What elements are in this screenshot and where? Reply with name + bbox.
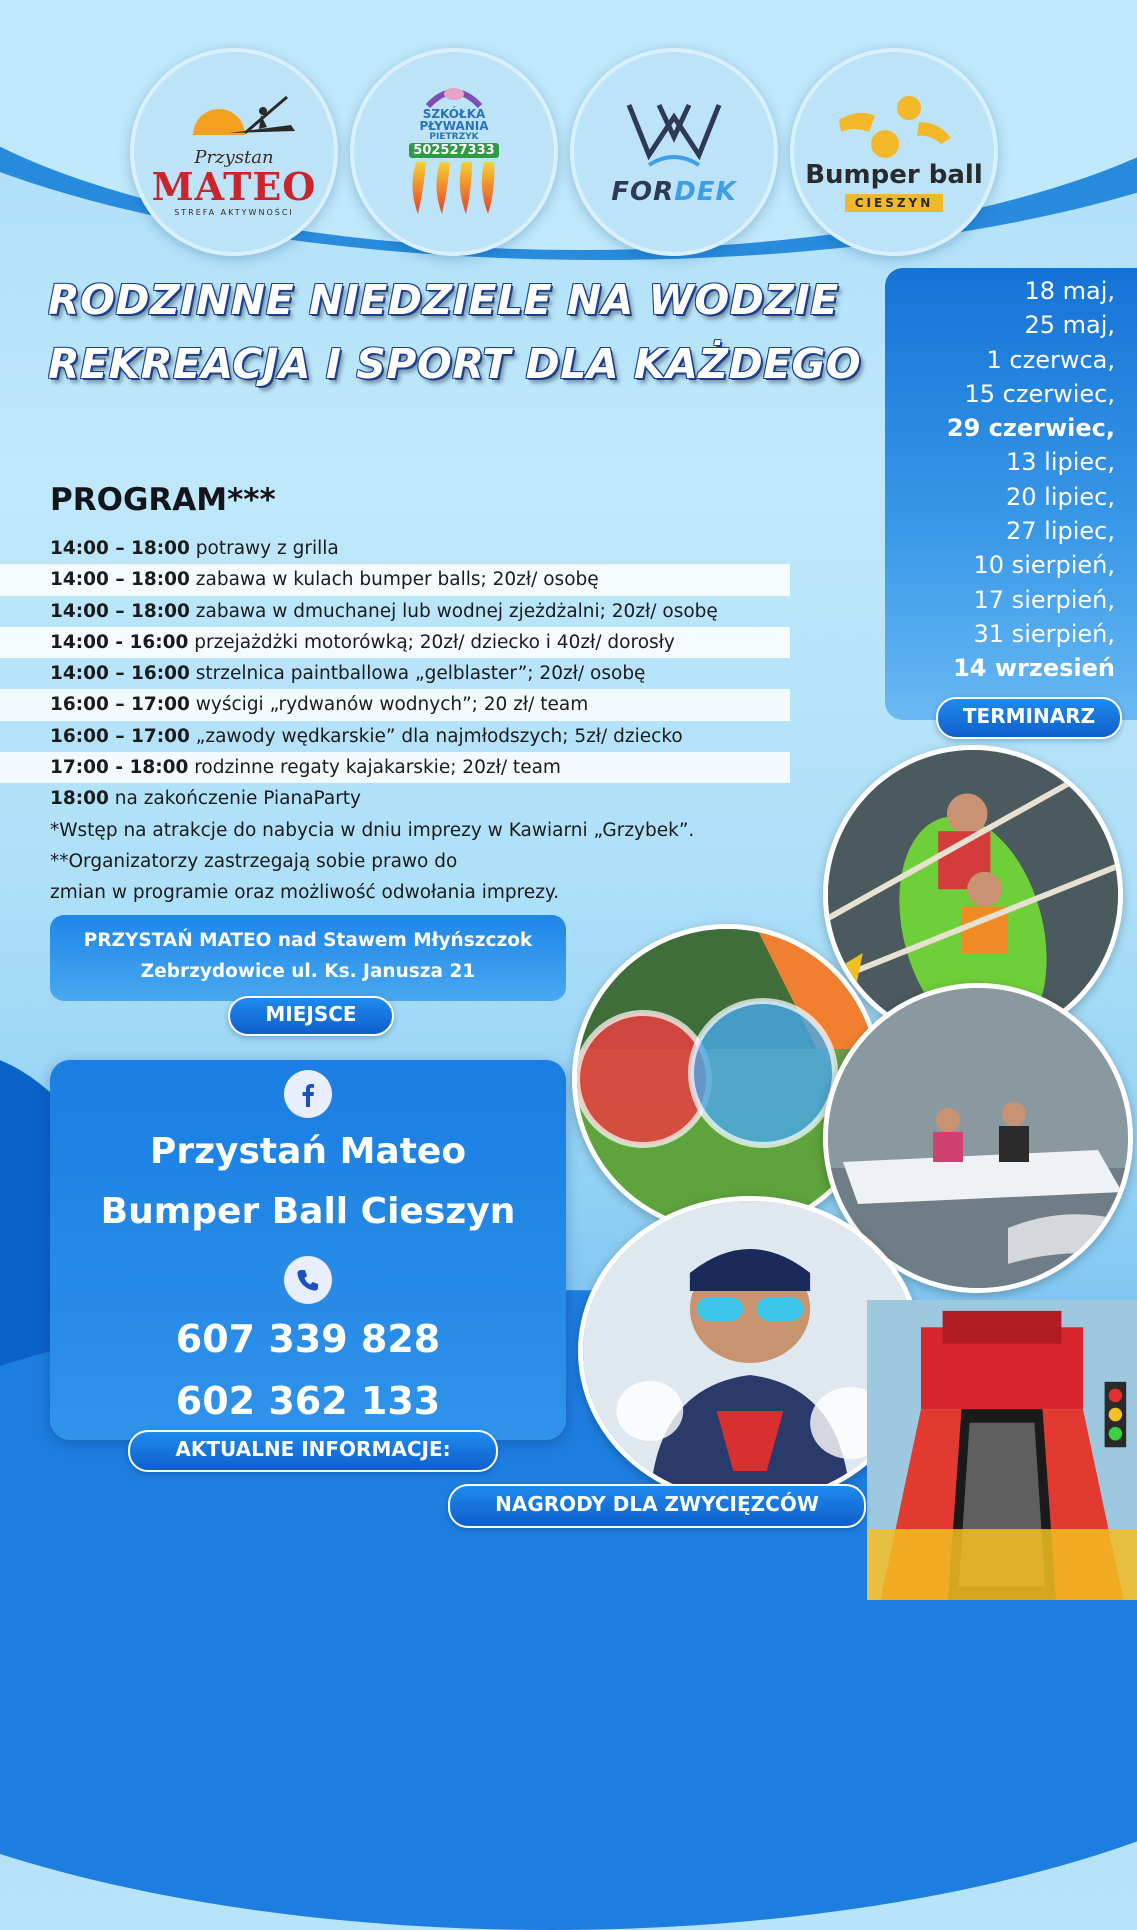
date-item: 29 czerwiec, — [946, 414, 1115, 443]
aktualne-informacje-label: AKTUALNE INFORMACJE: — [128, 1430, 498, 1472]
program-row — [50, 596, 870, 627]
fordek-text — [611, 177, 736, 207]
place-box — [50, 915, 566, 1001]
program-row — [50, 721, 870, 752]
logo-fordek — [570, 48, 778, 256]
headline-line1: RODZINNE NIEDZIELE NA WODZIE — [48, 276, 839, 324]
date-item: 1 czerwca, — [986, 345, 1115, 374]
program-note: **Organizatorzy zastrzegają sobie prawo do — [50, 850, 458, 872]
program-time: 14:00 – 16:00 — [50, 663, 190, 685]
program-time: 14:00 – 18:00 — [50, 600, 190, 622]
fordek-text-part2: DEK — [674, 177, 737, 207]
program-desc: rodzinne regaty kajakarskie; 20zł/ team — [188, 757, 561, 779]
date-item: 31 sierpień, — [973, 619, 1115, 648]
program-title: PROGRAM*** — [50, 482, 276, 518]
program-desc: „zawody wędkarskie” dla najmłodszych; 5zł/ dziecko — [189, 725, 683, 747]
szkolka-phone: 502527333 — [409, 143, 498, 158]
program-row — [50, 658, 870, 689]
facebook-icon[interactable] — [284, 1070, 332, 1118]
program-row — [0, 564, 790, 595]
szkolka-line1: SZKÓŁKA — [422, 106, 486, 121]
bumper-players-icon — [829, 92, 959, 162]
info-phone2[interactable]: 602 362 133 — [175, 1379, 441, 1423]
program-row — [0, 627, 790, 658]
place-line1: PRZYSTAŃ MATEO nad Stawem Młyńszczok — [83, 930, 533, 951]
program-list — [50, 533, 870, 909]
program-time: 18:00 — [50, 788, 109, 810]
date-item: 13 lipiec, — [1006, 448, 1115, 477]
date-item: 15 czerwiec, — [964, 379, 1115, 408]
date-item: 17 sierpień, — [973, 585, 1115, 614]
program-desc: wyścigi „rydwanów wodnych”; 20 zł/ team — [189, 694, 589, 716]
program-row — [50, 533, 870, 564]
headline-line2: REKREACJA I SPORT DLA KAŻDEGO — [48, 340, 862, 388]
szkolka-line2: PŁYWANIA — [419, 119, 489, 134]
terminarz-label: TERMINARZ — [936, 697, 1122, 739]
program-time: 16:00 – 17:00 — [50, 694, 190, 716]
logo-szkolka-plywania — [350, 48, 558, 256]
mateo-script-text: Przystan — [194, 147, 274, 168]
place-line2: Zebrzydowice ul. Ks. Janusza 21 — [140, 961, 476, 982]
bumper-city-text: CIESZYN — [845, 194, 944, 212]
date-item: 14 wrzesień — [953, 654, 1115, 683]
nagrody-label: NAGRODY DLA ZWYCIĘZCÓW — [448, 1484, 866, 1528]
sunset-kayak-icon — [159, 87, 309, 147]
program-time: 17:00 - 18:00 — [50, 757, 189, 779]
fordek-emblem-icon — [619, 97, 729, 177]
program-time: 14:00 – 18:00 — [50, 569, 190, 591]
bumper-name-text: Bumper ball — [805, 160, 983, 190]
info-phone1[interactable]: 607 339 828 — [175, 1317, 441, 1361]
mateo-sub-text: STREFA AKTYWNOŚCI — [174, 208, 294, 217]
fordek-text-part1: FOR — [611, 177, 675, 207]
info-box — [50, 1060, 566, 1440]
miejsce-label: MIEJSCE — [228, 996, 394, 1036]
dates-panel — [885, 268, 1137, 720]
date-item: 20 lipiec, — [1006, 482, 1115, 511]
logo-bumper-ball — [790, 48, 998, 256]
inflatable-slide-photo — [867, 1300, 1137, 1600]
jellyfish-tentacles-icon — [404, 158, 504, 218]
date-item: 18 maj, — [1024, 277, 1115, 305]
program-time: 14:00 - 16:00 — [50, 631, 189, 653]
program-row — [50, 783, 870, 814]
program-note: zmian w programie oraz możliwość odwołania imprezy. — [50, 882, 560, 904]
info-name1: Przystań Mateo — [149, 1131, 467, 1172]
program-desc: na zakończenie PianaParty — [108, 788, 362, 810]
program-row — [0, 752, 790, 783]
date-item: 10 sierpień, — [973, 551, 1115, 580]
program-row — [0, 689, 790, 720]
info-name2: Bumper Ball Cieszyn — [100, 1191, 516, 1232]
program-desc: zabawa w dmuchanej lub wodnej zjeżdżalni; 20zł/ osobę — [189, 600, 718, 622]
program-desc: potrawy z grilla — [189, 538, 339, 559]
mateo-name-text: MATEO — [151, 164, 317, 209]
program-time: 14:00 – 18:00 — [50, 538, 190, 559]
date-item: 27 lipiec, — [1006, 517, 1115, 546]
date-item: 25 maj, — [1024, 311, 1115, 340]
logo-przystan-mateo — [130, 48, 338, 256]
program-desc: zabawa w kulach bumper balls; 20zł/ osobę — [189, 569, 599, 591]
program-desc: strzelnica paintballowa „gelblaster”; 20zł/ osobę — [189, 663, 646, 685]
mushroom-arc-icon — [424, 86, 484, 108]
program-time: 16:00 – 17:00 — [50, 725, 190, 747]
phone-icon[interactable] — [284, 1256, 332, 1304]
szkolka-line3: PIETRZYK — [429, 131, 479, 142]
program-note: *Wstęp na atrakcje do nabycia w dniu imprezy w Kawiarni „Grzybek”. — [50, 819, 695, 841]
program-desc: przejażdżki motorówką; 20zł/ dziecko i 40zł/ dorosły — [188, 631, 675, 653]
